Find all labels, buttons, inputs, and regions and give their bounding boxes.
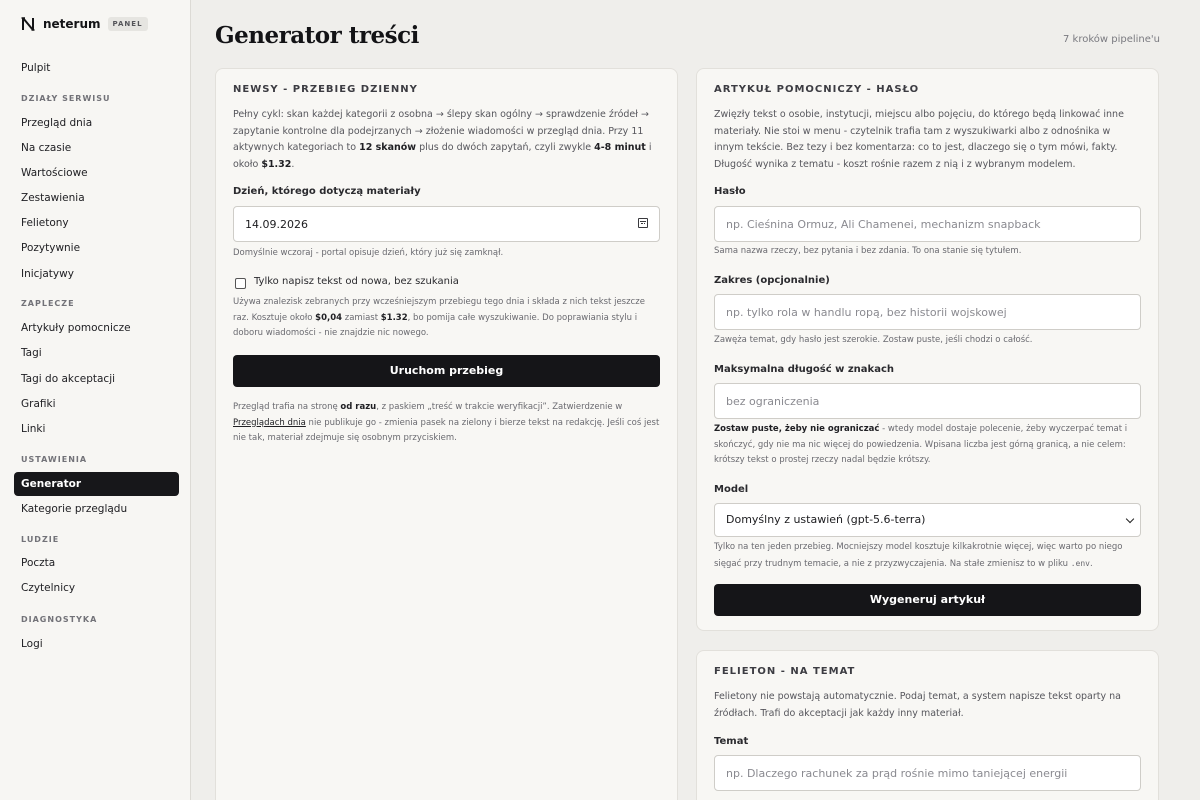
generate-article-button[interactable]: Wygeneruj artykuł bbox=[714, 584, 1141, 616]
article-heading: ARTYKUŁ POMOCNICZY - HASŁO bbox=[714, 84, 920, 95]
nav-item-tagi-do-akceptacji[interactable]: Tagi do akceptacji bbox=[21, 373, 116, 385]
rewrite-only-description: Używa znalezisk zebranych przy wcześniejszym przebiegu tego dnia i składa z nich tekst jeszcze raz. Kosztuje około $0,04 zamiast $1.32, bo pomija całe wyszukiwanie. Do poprawiania stylu i doboru wiadomości - nie znajdzie nic nowego. bbox=[233, 297, 645, 338]
nav-section-dzialy: DZIAŁY SERWISU bbox=[21, 94, 111, 103]
topic-label: Temat bbox=[714, 736, 749, 747]
nav-item-pulpit[interactable]: Pulpit bbox=[21, 62, 51, 74]
news-card bbox=[215, 68, 678, 800]
nav-item-poczta[interactable]: Poczta bbox=[21, 557, 56, 569]
nav-item-grafiki[interactable]: Grafiki bbox=[21, 398, 56, 410]
term-hint: Sama nazwa rzeczy, bez pytania i bez zdania. To ona stanie się tytułem. bbox=[714, 246, 1022, 256]
date-input[interactable] bbox=[233, 206, 660, 242]
nav-item-inicjatywy[interactable]: Inicjatywy bbox=[21, 268, 74, 280]
nav-item-felietony[interactable]: Felietony bbox=[21, 217, 69, 229]
calendar-icon[interactable] bbox=[638, 218, 648, 228]
nav-item-przeglad-dnia[interactable]: Przegląd dnia bbox=[21, 117, 93, 129]
chevron-down-icon bbox=[1126, 515, 1134, 523]
neterum-logo-icon bbox=[21, 15, 35, 33]
nav-item-logi[interactable]: Logi bbox=[21, 638, 43, 650]
date-label: Dzień, którego dotyczą materiały bbox=[233, 186, 421, 197]
model-select-value: Domyślny z ustawień (gpt-5.6-terra) bbox=[726, 513, 926, 526]
page-title: Generator treści bbox=[215, 22, 419, 49]
article-card bbox=[696, 68, 1159, 631]
brand-name: neterum bbox=[43, 17, 101, 31]
nav-item-na-czasie[interactable]: Na czasie bbox=[21, 142, 72, 154]
sidebar bbox=[0, 0, 191, 800]
nav-section-ustawienia: USTAWIENIA bbox=[21, 455, 88, 464]
brand[interactable] bbox=[21, 15, 148, 33]
feuilleton-description: Felietony nie powstają automatycznie. Podaj temat, a system napisze tekst oparty na źródłach. Trafi do akceptacji jak każdy inny materiał. bbox=[714, 691, 1121, 719]
pipeline-steps-note: 7 kroków pipeline'u bbox=[1062, 34, 1160, 45]
max-length-hint: Zostaw puste, żeby nie ograniczać - wtedy model dostaje polecenie, żeby wyczerpać temat i skończyć, gdy nie ma nic więcej do powiedzenia. Wpisana liczba jest górną granicą, a nie celem: krótszy tekst o prostej rzeczy nadal będzie krótszy. bbox=[714, 424, 1128, 465]
nav-item-artykuly-pomocnicze[interactable]: Artykuły pomocnicze bbox=[21, 322, 131, 334]
nav-section-diagnostyka: DIAGNOSTYKA bbox=[21, 615, 98, 624]
article-description: Zwięzły tekst o osobie, instytucji, miejscu albo pojęciu, do którego będą linkować inne materiały. Nie stoi w menu - czytelnik trafia tam z wyszukiwarki albo z odnośnika w innym tekście. Bez tezy i bez komentarza: co to jest, dlaczego się o tym mówi, fakty. Długość wynika z tematu - koszt rośnie razem z nią i z wybranym modelem. bbox=[714, 109, 1124, 170]
date-hint: Domyślnie wczoraj - portal opisuje dzień, który już się zamknął. bbox=[233, 248, 504, 258]
nav-item-wartosciowe[interactable]: Wartościowe bbox=[21, 167, 88, 179]
model-select[interactable] bbox=[714, 503, 1141, 537]
nav-item-czytelnicy[interactable]: Czytelnicy bbox=[21, 582, 76, 594]
daily-review-link[interactable]: Przeglądach dnia bbox=[233, 417, 306, 428]
nav-section-ludzie: LUDZIE bbox=[21, 535, 60, 544]
nav-item-linki[interactable]: Linki bbox=[21, 423, 46, 435]
nav-section-zaplecze: ZAPLECZE bbox=[21, 299, 75, 308]
term-input[interactable] bbox=[714, 206, 1141, 242]
feuilleton-heading: FELIETON - NA TEMAT bbox=[714, 666, 856, 677]
news-heading: NEWSY - PRZEBIEG DZIENNY bbox=[233, 84, 418, 95]
news-description: Pełny cykl: skan każdej kategorii z osobna → ślepy skan ogólny → sprawdzenie źródeł → zapytanie kontrolne dla podejrzanych → złożenie wiadomości w przegląd dnia. Przy 11 aktywnych kategoriach to 12 skanów plus do dwóch zapytań, czyli zwykle 4-8 minut i około $1.32. bbox=[233, 109, 652, 170]
model-hint: Tylko na ten jeden przebieg. Mocniejszy model kosztuje kilkakrotnie więcej, więc warto po niego sięgać przy trudnym temacie, a nie z przyzwyczajenia. Na stałe zmienisz to w pliku .env. bbox=[714, 542, 1123, 569]
panel-badge: PANEL bbox=[108, 17, 148, 31]
max-length-label: Maksymalna długość w znakach bbox=[714, 364, 894, 375]
rewrite-only-label[interactable]: Tylko napisz tekst od nowa, bez szukania bbox=[254, 276, 459, 287]
topic-input[interactable] bbox=[714, 755, 1141, 791]
feuilleton-card bbox=[696, 650, 1159, 800]
nav-item-kategorie-przegladu[interactable]: Kategorie przeglądu bbox=[21, 503, 128, 515]
model-label: Model bbox=[714, 484, 749, 495]
term-label: Hasło bbox=[714, 186, 746, 197]
scope-label: Zakres (opcjonalnie) bbox=[714, 275, 830, 286]
nav-item-generator[interactable]: Generator bbox=[14, 472, 179, 496]
nav-item-pozytywnie[interactable]: Pozytywnie bbox=[21, 242, 81, 254]
run-pipeline-button[interactable]: Uruchom przebieg bbox=[233, 355, 660, 387]
scope-input[interactable] bbox=[714, 294, 1141, 330]
nav-item-zestawienia[interactable]: Zestawienia bbox=[21, 192, 85, 204]
rewrite-only-checkbox[interactable] bbox=[235, 278, 246, 289]
news-footer-note: Przegląd trafia na stronę od razu, z paskiem „treść w trakcie weryfikacji”. Zatwierdzenie w Przeglądach dnia nie publikuje go - zmienia pasek na zielony i bierze tekst na redakcję. Jeśli coś jest nie tak, materiał zdejmuje się osobnym przyciskiem. bbox=[233, 402, 660, 443]
scope-hint: Zawęża temat, gdy hasło jest szerokie. Zostaw puste, jeśli chodzi o całość. bbox=[714, 335, 1033, 345]
max-length-input[interactable] bbox=[714, 383, 1141, 419]
nav-item-tagi[interactable]: Tagi bbox=[21, 347, 42, 359]
